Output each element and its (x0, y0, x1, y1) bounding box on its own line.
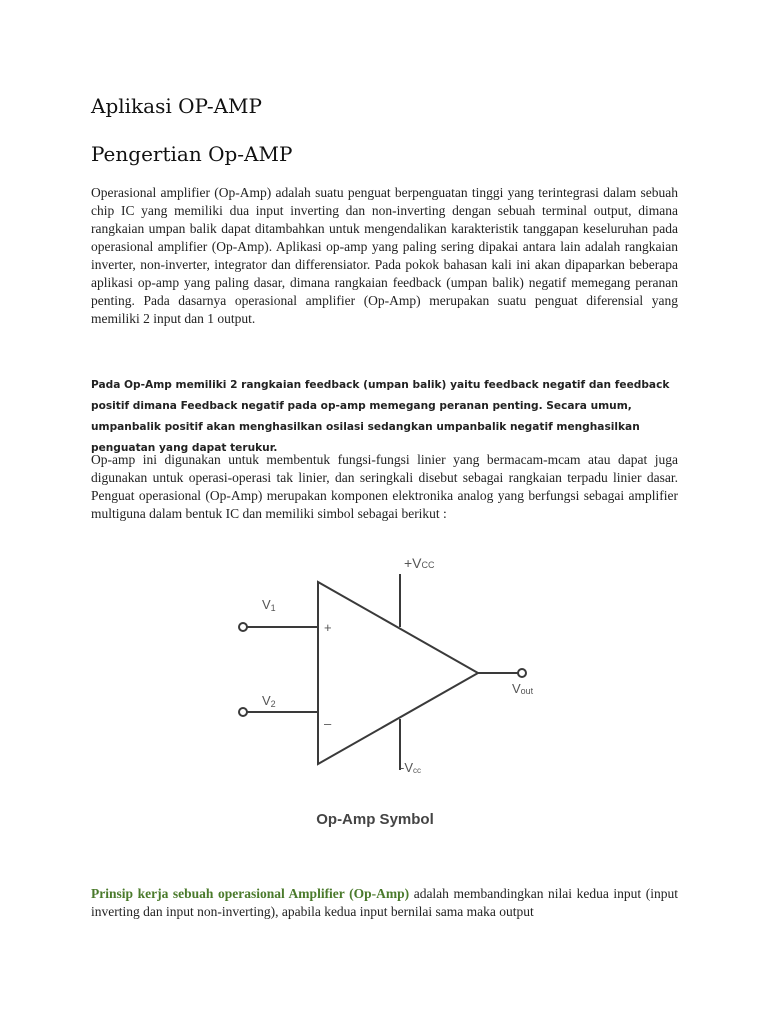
vcc-pos-label: +VCC (404, 555, 435, 571)
figure-caption: Op-Amp Symbol (316, 811, 434, 828)
op-amp-triangle (318, 582, 478, 764)
section-heading: Pengertian Op-AMP (91, 142, 293, 166)
page-title: Aplikasi OP-AMP (91, 94, 262, 118)
vout-label: Vout (512, 681, 534, 696)
principle-text: adalah membandingkan nilai kedua input (input inverting dan input non-inverting), apabila kedua input bernilai sama maka output (91, 886, 678, 919)
v2-terminal (239, 708, 247, 716)
plus-sign: + (324, 620, 332, 635)
vout-terminal (518, 669, 526, 677)
vcc-neg-label: -Vcc (400, 760, 421, 775)
op-amp-labels (262, 555, 534, 775)
paragraph-function: Op-amp ini digunakan untuk membentuk fungsi-fungsi linier yang bermacam-mcam atau dapat juga digunakan untuk operasi-operasi tak linier, dan seringkali disebut sebagai rangkaian terpadu linier dasar. Penguat operasional (Op-Amp) merupakan komponen elektronika analog yang berfungsi sebagai amplifier multiguna dalam bentuk IC dan memiliki simbol sebagai berikut : (91, 452, 678, 521)
op-amp-symbol-diagram (228, 548, 548, 838)
v1-terminal (239, 623, 247, 631)
paragraph-intro: Operasional amplifier (Op-Amp) adalah suatu penguat berpenguatan tinggi yang terintegrasi dalam sebuah chip IC yang memiliki dua input inverting dan non-inverting dengan sebuah terminal output, dimana rangkaian umpan balik dapat ditambahkan untuk mengendalikan karakteristik tanggapan keseluruhan pada operasional amplifier (Op-Amp). Aplikasi op-amp yang paling sering dipakai antara lain adalah rangkaian inverter, non-inverter, integrator dan differensiator. Pada pokok bahasan kali ini akan dipaparkan beberapa aplikasi op-amp yang paling dasar, dimana rangkaian feedback (umpan balik) negatif memegang peranan penting. Pada dasarnya operasional amplifier (Op-Amp) merupakan suatu penguat diferensial yang memiliki 2 input dan 1 output. (91, 185, 678, 326)
op-amp-lines (239, 574, 526, 770)
minus-sign: – (324, 716, 332, 731)
principle-link[interactable]: Prinsip kerja sebuah operasional Amplifier (Op-Amp) (91, 886, 410, 901)
op-amp-figure (228, 548, 548, 838)
v1-label: V1 (262, 597, 276, 613)
v2-label: V2 (262, 693, 276, 709)
paragraph-feedback: Pada Op-Amp memiliki 2 rangkaian feedback (umpan balik) yaitu feedback negatif dan feedback positif dimana Feedback negatif pada op-amp memegang peranan penting. Secara umum, umpanbalik positif akan menghasilkan osilasi sedangkan umpanbalik negatif menghasilkan penguatan yang dapat terukur. (91, 379, 670, 454)
paragraph-principle (91, 885, 678, 921)
